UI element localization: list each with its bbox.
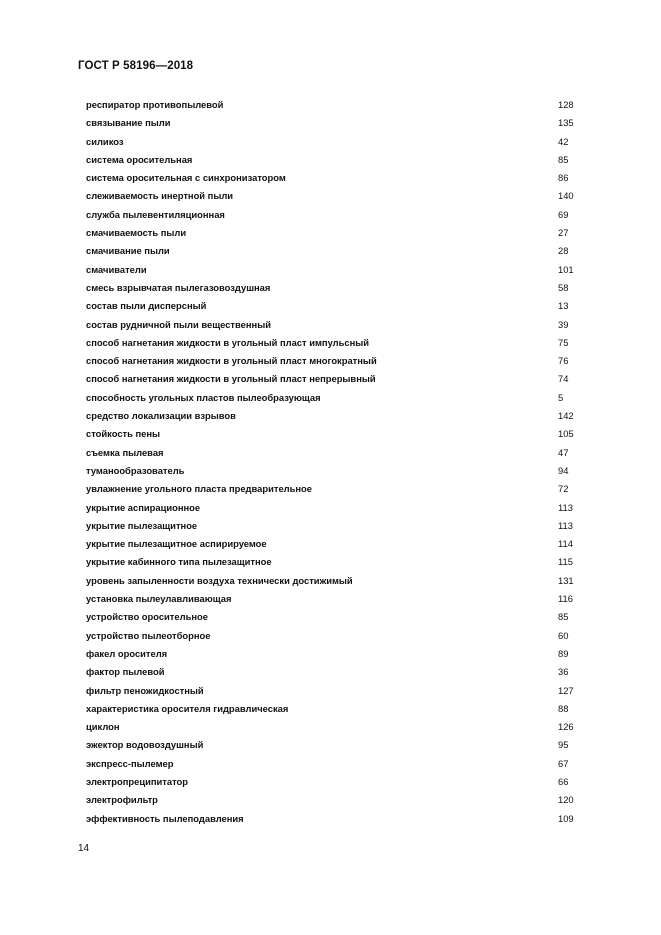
index-entry xyxy=(86,425,598,443)
index-page-number: 114 xyxy=(558,538,573,550)
index-entry xyxy=(86,682,598,700)
index-entry xyxy=(86,261,598,279)
index-term: способ нагнетания жидкости в угольный пласт многократный xyxy=(86,355,377,367)
index-term: эффективность пылеподавления xyxy=(86,812,244,824)
index-term: эжектор водовоздушный xyxy=(86,739,204,751)
index-term: смесь взрывчатая пылегазовоздушная xyxy=(86,281,271,293)
index-list xyxy=(86,96,598,828)
index-term: укрытие кабинного типа пылезащитное xyxy=(86,556,272,568)
index-term: состав рудничной пыли вещественный xyxy=(86,318,271,330)
index-page-number: 115 xyxy=(558,556,573,568)
index-term: факел оросителя xyxy=(86,647,168,659)
index-term: фактор пылевой xyxy=(86,666,165,678)
index-entry xyxy=(86,755,598,773)
index-page-number: 28 xyxy=(558,245,569,257)
index-term: система оросительная xyxy=(86,153,193,165)
index-term: укрытие пылезащитное аспирируемое xyxy=(86,538,267,550)
index-term: смачиватели xyxy=(86,263,147,275)
index-term: съемка пылевая xyxy=(86,446,164,458)
index-entry xyxy=(86,224,598,242)
index-entry xyxy=(86,96,598,114)
index-entry xyxy=(86,133,598,151)
index-term: служба пылевентиляционная xyxy=(86,208,225,220)
index-entry xyxy=(86,663,598,681)
index-page-number: 126 xyxy=(558,721,574,733)
index-page-number: 109 xyxy=(558,812,574,824)
index-term: средство локализации взрывов xyxy=(86,410,236,422)
index-entry xyxy=(86,407,598,425)
index-page-number: 27 xyxy=(558,227,569,239)
index-page-number: 142 xyxy=(558,410,574,422)
index-entry xyxy=(86,517,598,535)
index-page-number: 86 xyxy=(558,172,569,184)
index-term: циклон xyxy=(86,721,120,733)
index-term: укрытие аспирационное xyxy=(86,501,201,513)
index-page-number: 131 xyxy=(558,574,574,586)
index-page-number: 85 xyxy=(558,153,569,165)
index-entry xyxy=(86,316,598,334)
index-entry xyxy=(86,334,598,352)
index-entry xyxy=(86,645,598,663)
index-term: система оросительная с синхронизатором xyxy=(86,172,286,184)
index-page-number: 72 xyxy=(558,483,569,495)
document-header: ГОСТ Р 58196—2018 xyxy=(78,60,194,72)
index-page-number: 67 xyxy=(558,757,569,769)
index-entry xyxy=(86,297,598,315)
index-entry xyxy=(86,553,598,571)
index-term: способ нагнетания жидкости в угольный пласт импульсный xyxy=(86,336,370,348)
index-term: состав пыли дисперсный xyxy=(86,300,207,312)
index-term: респиратор противопылевой xyxy=(86,99,224,110)
index-term: смачиваемость пыли xyxy=(86,227,187,239)
index-page-number: 94 xyxy=(558,464,569,476)
index-entry xyxy=(86,791,598,809)
index-page-number: 76 xyxy=(558,355,569,367)
index-page-number: 105 xyxy=(558,428,574,440)
index-term: увлажнение угольного пласта предварительное xyxy=(86,483,312,495)
index-entry xyxy=(86,242,598,260)
index-term: экспресс-пылемер xyxy=(86,757,174,769)
index-entry xyxy=(86,187,598,205)
index-term: стойкость пены xyxy=(86,428,161,440)
index-page-number: 113 xyxy=(558,519,573,531)
index-term: электропреципитатор xyxy=(86,775,189,787)
index-page-number: 66 xyxy=(558,775,569,787)
index-page-number: 47 xyxy=(558,446,569,458)
index-term: связывание пыли xyxy=(86,117,171,129)
index-page-number: 89 xyxy=(558,647,569,659)
page-number: 14 xyxy=(78,843,90,854)
index-term: электрофильтр xyxy=(86,794,158,806)
index-entry xyxy=(86,535,598,553)
index-term: слеживаемость инертной пыли xyxy=(86,190,234,202)
index-entry xyxy=(86,352,598,370)
index-term: способ нагнетания жидкости в угольный пласт непрерывный xyxy=(86,373,376,385)
index-term: характеристика оросителя гидравлическая xyxy=(86,702,289,714)
index-entry xyxy=(86,590,598,608)
index-page-number: 85 xyxy=(558,611,569,623)
index-page-number: 101 xyxy=(558,263,574,275)
index-page-number: 60 xyxy=(558,629,569,641)
index-entry xyxy=(86,810,598,828)
index-entry xyxy=(86,151,598,169)
index-entry xyxy=(86,370,598,388)
index-term: силикоз xyxy=(86,135,124,147)
index-page-number: 74 xyxy=(558,373,569,385)
index-entry xyxy=(86,773,598,791)
index-page-number: 39 xyxy=(558,318,569,330)
index-page-number: 127 xyxy=(558,684,574,696)
index-page-number: 13 xyxy=(558,300,569,312)
index-page-number: 140 xyxy=(558,190,574,202)
index-page-number: 5 xyxy=(558,391,564,403)
index-term: смачивание пыли xyxy=(86,245,170,257)
index-page-number: 58 xyxy=(558,281,569,293)
index-term: уровень запыленности воздуха технически достижимый xyxy=(86,574,353,586)
index-entry xyxy=(86,279,598,297)
index-entry xyxy=(86,206,598,224)
index-entry xyxy=(86,114,598,132)
index-page-number: 116 xyxy=(558,593,573,605)
index-page-number: 42 xyxy=(558,135,569,147)
index-page-number: 120 xyxy=(558,794,574,806)
index-term: установка пылеулавливающая xyxy=(86,593,232,605)
index-page-number: 88 xyxy=(558,702,569,714)
index-entry xyxy=(86,608,598,626)
index-term: устройство оросительное xyxy=(86,611,208,623)
index-entry xyxy=(86,480,598,498)
index-term: устройство пылеотборное xyxy=(86,629,211,641)
index-page-number: 36 xyxy=(558,666,569,678)
index-term: фильтр пеножидкостный xyxy=(86,684,204,696)
index-term: способность угольных пластов пылеобразующая xyxy=(86,391,321,403)
index-page-number: 75 xyxy=(558,336,569,348)
index-page-number: 95 xyxy=(558,739,569,751)
index-entry xyxy=(86,499,598,517)
index-entry xyxy=(86,462,598,480)
index-term: туманообразователь xyxy=(86,464,185,476)
index-entry xyxy=(86,627,598,645)
index-entry xyxy=(86,169,598,187)
index-entry xyxy=(86,572,598,590)
index-term: укрытие пылезащитное xyxy=(86,519,198,531)
index-page-number: 113 xyxy=(558,501,573,513)
index-entry xyxy=(86,700,598,718)
index-entry xyxy=(86,718,598,736)
index-page-number: 69 xyxy=(558,208,569,220)
index-page-number: 128 xyxy=(558,99,574,110)
index-entry xyxy=(86,444,598,462)
index-page-number: 135 xyxy=(558,117,574,129)
index-entry xyxy=(86,389,598,407)
index-entry xyxy=(86,736,598,754)
